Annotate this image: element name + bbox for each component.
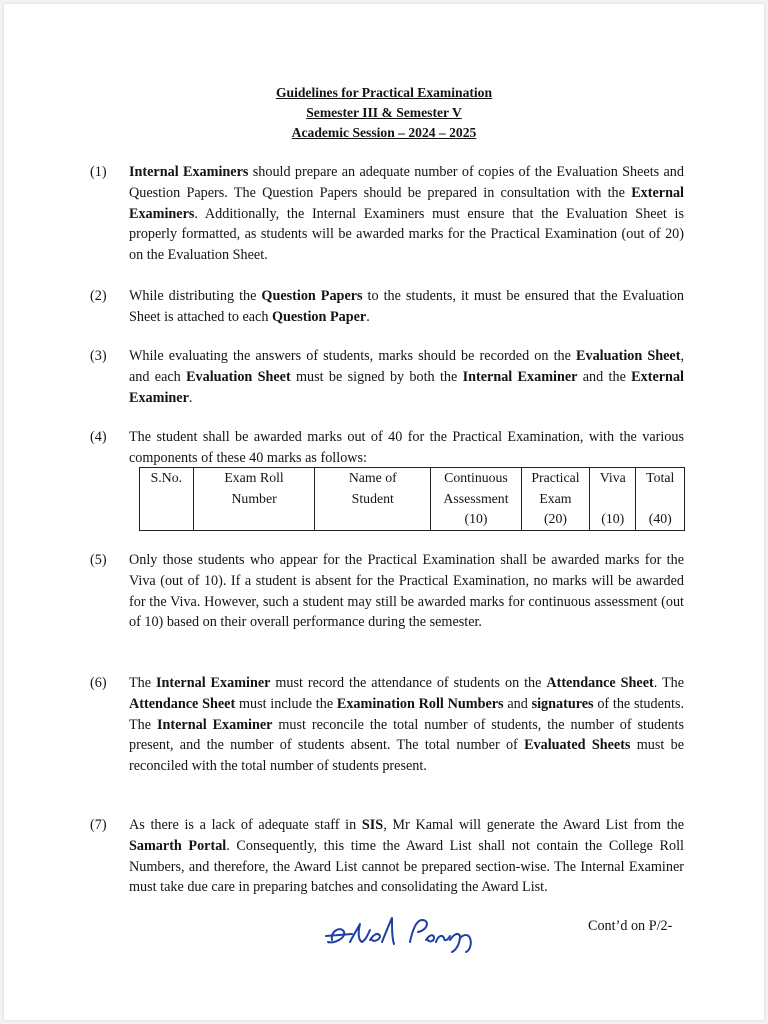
document-heading — [0, 83, 768, 143]
header-exam-roll-number: Exam Roll Number — [193, 468, 315, 531]
header-name-of-student: Name of Student — [315, 468, 431, 531]
table-row — [140, 468, 685, 531]
bold-term: Examination Roll Numbers — [336, 695, 504, 712]
text-run: . — [366, 308, 370, 325]
text-run: should prepare an adequate number of copies of the Evaluation Sheets and Question Papers. The Question Papers should be prepared in consultation with the — [129, 164, 684, 201]
bold-term: signatures — [531, 695, 594, 712]
text-run: must record the attendance of students on the — [270, 675, 547, 691]
heading-session: Academic Session – 2024 – 2025 — [291, 125, 477, 140]
bold-term: Samarth Portal — [129, 837, 227, 854]
bold-term: External Examiner — [129, 368, 684, 406]
bold-term: Internal Examiners — [129, 164, 249, 180]
guideline-item-5 — [90, 550, 684, 633]
header-viva: Viva (10) — [590, 468, 636, 531]
text-run: must be reconciled with the total number of students present. — [129, 737, 684, 775]
marks-components-table — [139, 467, 685, 531]
item-body — [129, 550, 684, 633]
continued-note: Cont’d on P/2- — [588, 918, 673, 934]
bold-term: Internal Examiner — [156, 716, 273, 733]
text-run: While evaluating the answers of students, marks should be recorded on the — [129, 348, 577, 364]
header-sno: S.No. — [140, 468, 194, 531]
guideline-item-7 — [90, 815, 684, 898]
bold-term: Question Papers — [261, 288, 363, 304]
item-number: (3) — [90, 348, 107, 364]
text-run: must include the — [235, 695, 337, 712]
text-run: and — [503, 695, 532, 712]
bold-term: Question Paper — [272, 308, 367, 325]
item-body — [129, 815, 684, 898]
guideline-item-4 — [90, 427, 684, 469]
text-run: While distributing the — [129, 288, 262, 304]
text-run: Only those students who appear for the Practical Examination shall be awarded marks for the Viva (out of 10). If a student is absent for the Practical Examination, no marks will be awarded for the Viva. However, such a student may still be awarded marks for continuous assessment (out of 10) based on their overall performance during the semester. — [129, 552, 684, 631]
item-number: (6) — [90, 675, 107, 691]
item-number: (2) — [90, 288, 107, 304]
text-run: must be signed by both the — [290, 368, 463, 385]
text-run: of the students. The — [129, 695, 685, 733]
text-run: , Mr Kamal will generate the Award List from the — [383, 817, 685, 833]
signature-strokes — [326, 918, 471, 952]
item-body — [129, 346, 684, 408]
item-body — [129, 427, 684, 469]
bold-term: SIS — [361, 817, 384, 833]
text-run: to the students, it must be ensured that the Evaluation Sheet is attached to each — [129, 288, 684, 325]
bold-term: Evaluation Sheet — [186, 368, 291, 385]
bold-term: Internal Examiner — [462, 368, 578, 385]
text-run: . The — [653, 675, 684, 691]
guideline-item-6 — [90, 673, 684, 777]
text-run: The student shall be awarded marks out of 40 for the Practical Examination, with the various components of these 40 marks as follows: — [129, 429, 684, 466]
item-number: (4) — [90, 429, 107, 445]
item-number: (5) — [90, 552, 107, 568]
guideline-item-3 — [90, 346, 684, 408]
item-body — [129, 162, 684, 266]
text-run: . — [188, 389, 193, 406]
header-practical-exam: Practical Exam (20) — [521, 468, 589, 531]
guideline-item-1 — [90, 162, 684, 266]
bold-term: Attendance Sheet — [546, 675, 654, 691]
item-number: (1) — [90, 164, 107, 180]
heading-semester: Semester III & Semester V — [306, 105, 462, 120]
item-body — [129, 286, 684, 328]
heading-title: Guidelines for Practical Examination — [275, 85, 493, 100]
text-run: . Additionally, the Internal Examiners must ensure that the Evaluation Sheet is properly formatted, as students will be awarded marks for the Practical Examination (out of 20) on the Evaluation Sheet. — [129, 205, 684, 264]
text-run: must reconcile the total number of students, the number of students present, and the number of students absent. The total number of — [129, 716, 684, 754]
header-continuous-assessment: Continuous Assessment (10) — [431, 468, 522, 531]
bold-term: Internal Examiner — [155, 675, 271, 691]
item-body — [129, 673, 684, 777]
text-run: As there is a lack of adequate staff in — [129, 817, 362, 833]
bold-term: Evaluated Sheets — [524, 737, 631, 754]
bold-term: Attendance Sheet — [129, 695, 236, 712]
text-run: , and each — [129, 348, 684, 385]
text-run: . Consequently, this time the Award List shall not contain the College Roll Numbers, and therefore, the Award List cannot be prepared section-wise. The Internal Examiner must take due care in preparing batches and consolidating the Award List. — [129, 837, 684, 896]
text-run: The — [129, 675, 156, 691]
item-number: (7) — [90, 817, 107, 833]
text-run: and the — [577, 368, 632, 385]
bold-term: Evaluation Sheet — [576, 348, 681, 364]
handwritten-signature — [322, 912, 480, 954]
guideline-item-2 — [90, 286, 684, 328]
bold-term: External Examiners — [129, 184, 684, 222]
header-total: Total (40) — [636, 468, 685, 531]
